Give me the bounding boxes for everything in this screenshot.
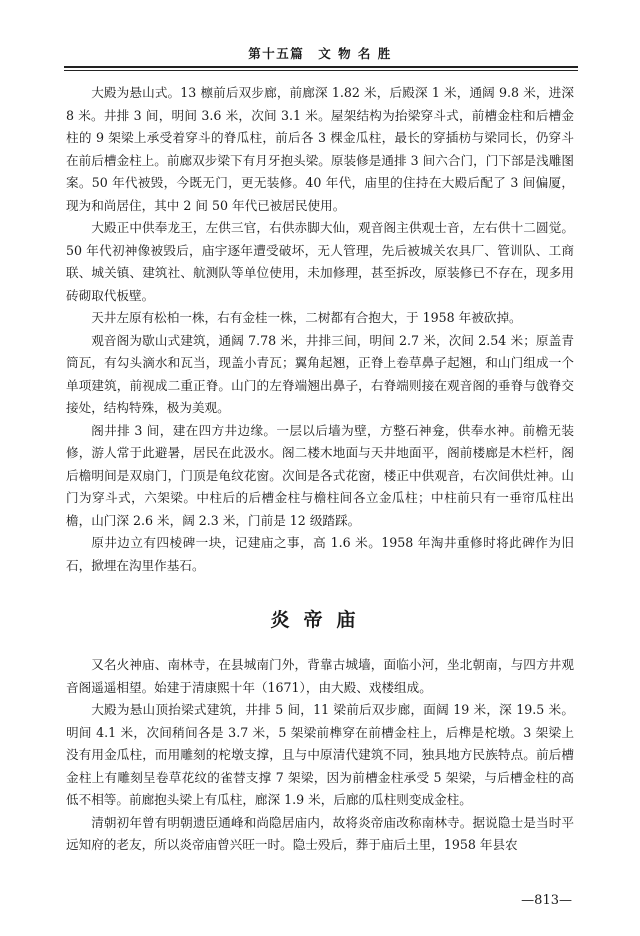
paragraph: 天井左原有松柏一株，右有金桂一株，二树都有合抱大，于 1958 年被砍掉。 — [91, 310, 522, 325]
section-title: 炎帝庙 — [270, 609, 370, 631]
paragraph: 清朝初年曾有明朝遗臣通峰和尚隐居庙内，故将炎帝庙改称南林寺。据说隐士是当时平远知府的老友，所以炎帝庙曾兴旺一时。隐士殁后，葬于庙后土里，1958 年县农 — [66, 814, 574, 852]
header-rule — [64, 66, 578, 68]
paragraph: 大殿正中供奉龙王，左供三官，右供赤脚大仙，观音阁主供观士音，左右供十二圆觉。50 年代初神像被毁后，庙宇逐年遭受破坏，无人管理，先后被城关农具厂、管训队、工商联、城关镇、建筑社、航测队等单位使用，未加修理，甚至拆改，原装修已不存在，现多用砖砌取代板壁。 — [66, 220, 574, 303]
running-head: 第十五篇 文 物 名 胜 — [248, 46, 392, 61]
section-1-body — [66, 82, 574, 577]
section-2-body — [66, 654, 574, 857]
paragraph: 大殿为悬山顶抬梁式建筑，井排 5 间，11 梁前后双步廊，面阔 19 米，深 19.5 米。明间 4.1 米，次间稍间各是 3.7 米，5 架梁前榫穿在前槽金柱上，后榫是柁墩。3 架梁上没有用金瓜柱，而用雕刻的柁墩支撑，且与中原清代建筑不同，独具地方民族特点。前后槽金柱上有雕刻呈卷草花纹的雀替支撑 7 架梁，因为前槽金柱承受 5 架梁，与后槽金柱的高低不相等。前廊抱头梁上有瓜柱，廊深 1.9 米，后廊的瓜柱则变成金柱。 — [66, 702, 574, 807]
paragraph: 阁井排 3 间，建在四方井边缘。一层以后墙为壁，方整石神龛，供奉水神。前檐无装修，游人常于此避暑，居民在此汲水。阁二楼木地面与天井地面平，阁前楼廊是木栏杆，阁后檐明间是双扇门，门顶是龟纹花窗。次间是各式花窗，楼正中供观音，右次间供灶神。山门为穿斗式，六架梁。中柱后的后槽金柱与檐柱间各立金瓜柱；中柱前只有一垂帘瓜柱出檐，山门深 2.6 米，阔 2.3 米，门前是 12 级踏踩。 — [66, 422, 574, 528]
paragraph: 又名火神庙、南林寺，在县城南门外，背靠古城墙，面临小河，坐北朝南，与四方井观音阁遥遥相望。始建于清康熙十年（1671），由大殿、戏楼组成。 — [66, 657, 574, 695]
paragraph: 观音阁为歇山式建筑，通阔 7.78 米，井排三间，明间 2.7 米，次间 2.54 米；原盖青筒瓦，有勾头滴水和瓦当，现盖小青瓦；翼角起翘，正脊上卷草鼻子起翘，和山门组成一个单项建筑，前视成二重正脊。山门的左脊端翘出鼻子，右脊端则接在观音阁的垂脊与戗脊交接处，结构特殊，极为美观。 — [66, 332, 574, 415]
paragraph: 原井边立有四棱碑一块，记建庙之事，高 1.6 米。1958 年淘井重修时将此碑作为旧石，掀埋在沟里作基石。 — [66, 535, 574, 573]
header-rule-thin — [64, 70, 578, 71]
page-number: —813— — [521, 893, 572, 908]
paragraph: 大殿为悬山式。13 檩前后双步廊，前廊深 1.82 米，后殿深 1 米，通阔 9.8 米，进深 8 米。井排 3 间，明间 3.6 米，次间 3.1 米。屋架结构为抬梁穿斗式，前槽金柱和后槽金柱的 9 架梁上承受着穿斗的脊瓜柱，前后各 3 棵金瓜柱，最长的穿插枋与梁同长，仍穿斗在前后槽金柱上。前廊双步梁下有月牙抱头梁。原装修是通排 3 间六合门，门下部是浅雕图案。50 年代被毁，今既无门，更无装修。40 年代，庙里的住持在大殿后配了 3 间偏厦，现为和尚居住，其中 2 间 50 年代已被居民使用。 — [66, 85, 574, 213]
